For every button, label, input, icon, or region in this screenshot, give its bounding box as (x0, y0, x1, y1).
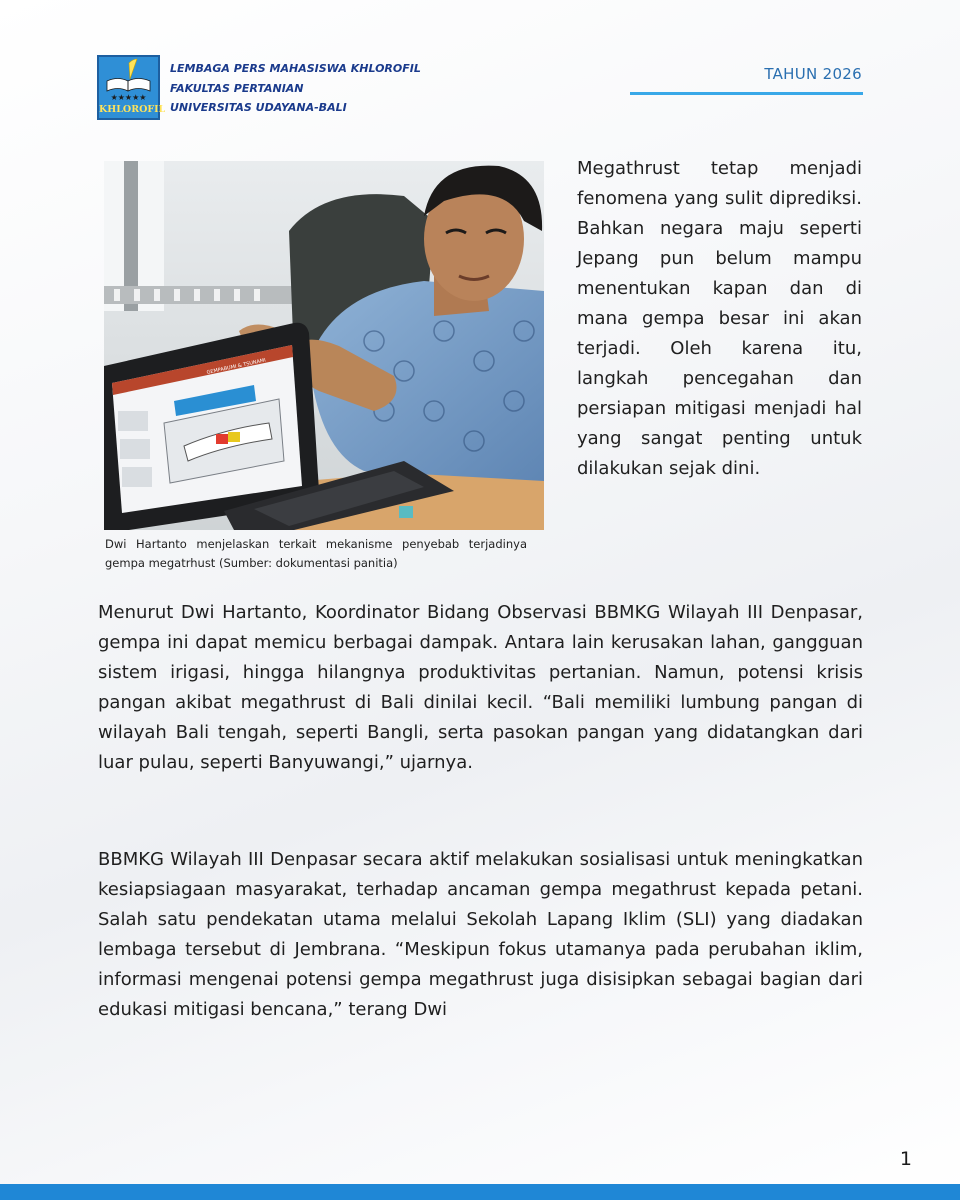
article-paragraph-1: Menurut Dwi Hartanto, Koordinator Bidang Observasi BBMKG Wilayah III Denpasar, gempa ini dapat memicu berbagai dampak. Antara lain kerusakan lahan, gangguan sistem irigasi, hingga hilangnya produktivitas pertanian. Namun, potensi krisis pangan akibat megathrust di Bali dinilai kecil. “Bali memiliki lumbung pangan di wilayah Bali tengah, seperti Bangli, serta pasokan pangan yang didatangkan dari luar pulau, seperti Banyuwangi,” ujarnya. (98, 602, 863, 773)
article-paragraph-2: BBMKG Wilayah III Denpasar secara aktif melakukan sosialisasi untuk meningkatkan kesiapsiagaan masyarakat, terhadap ancaman gempa megathrust kepada petani. Salah satu pendekatan utama melalui Sekolah Lapang Iklim (SLI) yang diadakan lembaga tersebut di Jembrana. “Meskipun fokus utamanya pada perubahan iklim, informasi mengenai potensi gempa megathrust juga disisipkan sebagai bagian dari edukasi mitigasi bencana,” terang Dwi (98, 849, 863, 1020)
photo-illustration (104, 161, 544, 530)
year-underline (630, 92, 863, 95)
khlorofil-logo (97, 55, 166, 120)
photo-caption: Dwi Hartanto menjelaskan terkait mekanisme penyebab terjadinya gempa megatrhust (Sumber: dokumentasi panitia) (105, 537, 527, 570)
side-paragraph: Megathrust tetap menjadi fenomena yang sulit diprediksi. Bahkan negara maju seperti Jepang pun belum mampu menentukan kapan dan di mana gempa besar ini akan terjadi. Oleh karena itu, langkah pencegahan dan persiapan mitigasi menjadi hal yang sangat penting untuk dilakukan sejak dini. (577, 158, 862, 479)
logo-wordmark: KHLOROFIL (99, 104, 166, 115)
page-number: 1 (899, 1148, 912, 1170)
article-photo (104, 161, 544, 530)
book-quill-icon (99, 57, 158, 97)
year-label: TAHUN 2026 (764, 65, 862, 83)
footer-bar (0, 1184, 960, 1200)
laptop-slide-title: GEMPABUMI & TSUNAMI (206, 357, 267, 376)
org-line-2: FAKULTAS PERTANIAN (170, 81, 304, 95)
organization-name (170, 59, 421, 118)
logo-stars: ★★★★★ (110, 93, 147, 102)
org-line-1: LEMBAGA PERS MAHASISWA KHLOROFIL (170, 62, 421, 75)
org-line-3: UNIVERSITAS UDAYANA-BALI (170, 101, 347, 114)
